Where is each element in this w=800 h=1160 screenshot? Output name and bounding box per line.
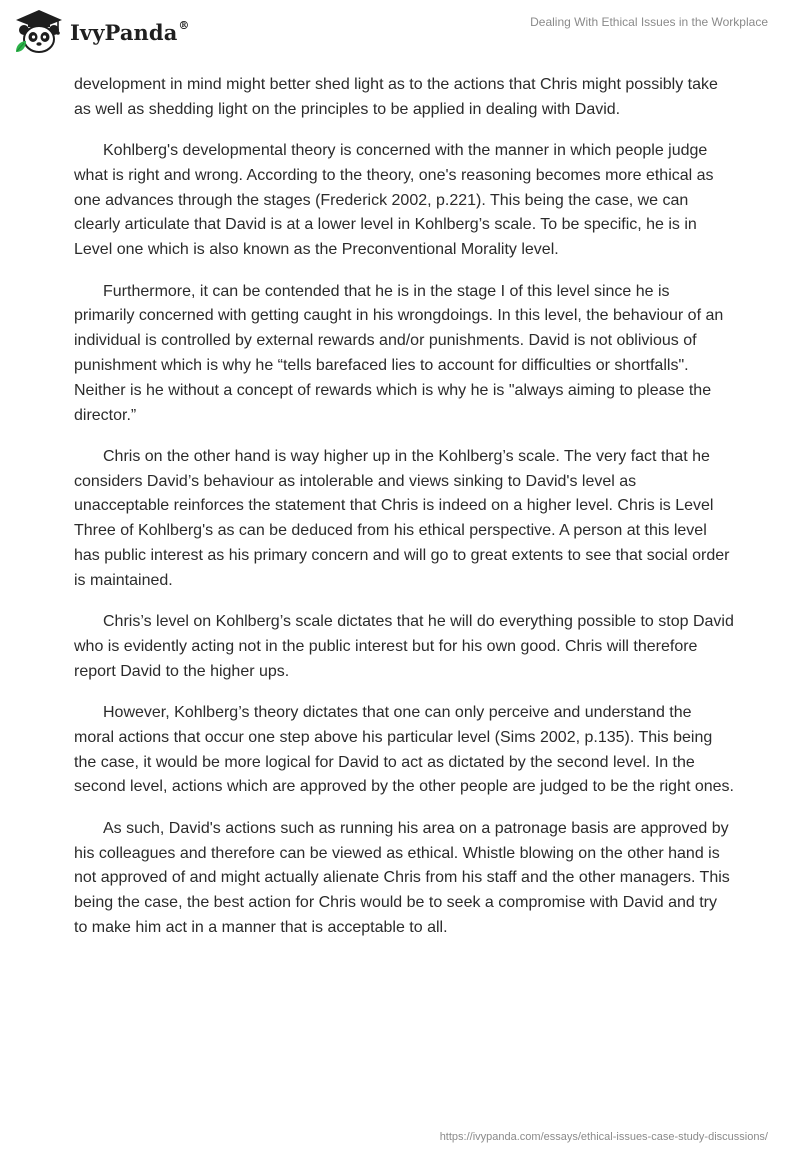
paragraph-continuation: development in mind might better shed light as to the actions that Chris might possibly take as well as shedding light on the principles to be applied in dealing with David. (74, 76, 718, 118)
paragraph: Chris’s level on Kohlberg’s scale dictates that he will do everything possible to stop David who is evidently acting not in the public interest but for his own good. Chris will therefore report David to the higher ups. (74, 613, 734, 680)
paragraph: As such, David's actions such as running his area on a patronage basis are approved by his colleagues and therefore can be viewed as ethical. Whistle blowing on the other hand is not approved of and might actually alienate Chris from his staff and the other managers. This being the case, the best action for Chris would be to seek a compromise with David and try to make him act in a manner that is acceptable to all. (74, 819, 730, 936)
registered-mark: ® (178, 18, 190, 32)
paragraph: However, Kohlberg’s theory dictates that one can only perceive and understand the moral actions that occur one step above his particular level (Sims 2002, p.135). This being the case, it would be more logical for David to act as dictated by the second level. In the second level, actions which are approved by the other people are judged to be the right ones. (74, 704, 734, 796)
brand-name: IvyPanda® (70, 18, 190, 45)
paragraph: Chris on the other hand is way higher up in the Kohlberg’s scale. The very fact that he considers David’s behaviour as intolerable and views sinking to David's level as unacceptable reinforces the statement that Chris is indeed on a higher level. Chris is Level Three of Kohlberg's as can be deduced from his ethical perspective. A person at this level has public interest as his primary concern and will go to great extents to see that social order is maintained. (74, 447, 730, 589)
paragraph: Furthermore, it can be contended that he is in the stage I of this level since he is primarily concerned with getting caught in his wrongdoings. In this level, the behaviour of an individual is controlled by external rewards and/or punishments. David is not oblivious of punishment which is why he “tells barefaced lies to account for difficulties or shortfalls". Neither is he without a concept of rewards which is why he is "always aiming to please the director.” (74, 282, 724, 424)
panda-graduate-icon (14, 8, 64, 54)
document-title: Dealing With Ethical Issues in the Workplace (530, 15, 768, 29)
ivypanda-logo[interactable] (14, 8, 190, 54)
page-header (0, 0, 800, 70)
paragraph: Kohlberg's developmental theory is concerned with the manner in which people judge what is right and wrong. According to the theory, one's reasoning becomes more ethical as one advances through the stages (Frederick 2002, p.221). This being the case, we can clearly articulate that David is at a lower level in Kohlberg’s scale. To be specific, he is in Level one which is also known as the Preconventional Morality level. (74, 142, 714, 259)
source-url[interactable]: https://ivypanda.com/essays/ethical-issues-case-study-discussions/ (439, 1131, 768, 1143)
essay-body (74, 73, 734, 957)
